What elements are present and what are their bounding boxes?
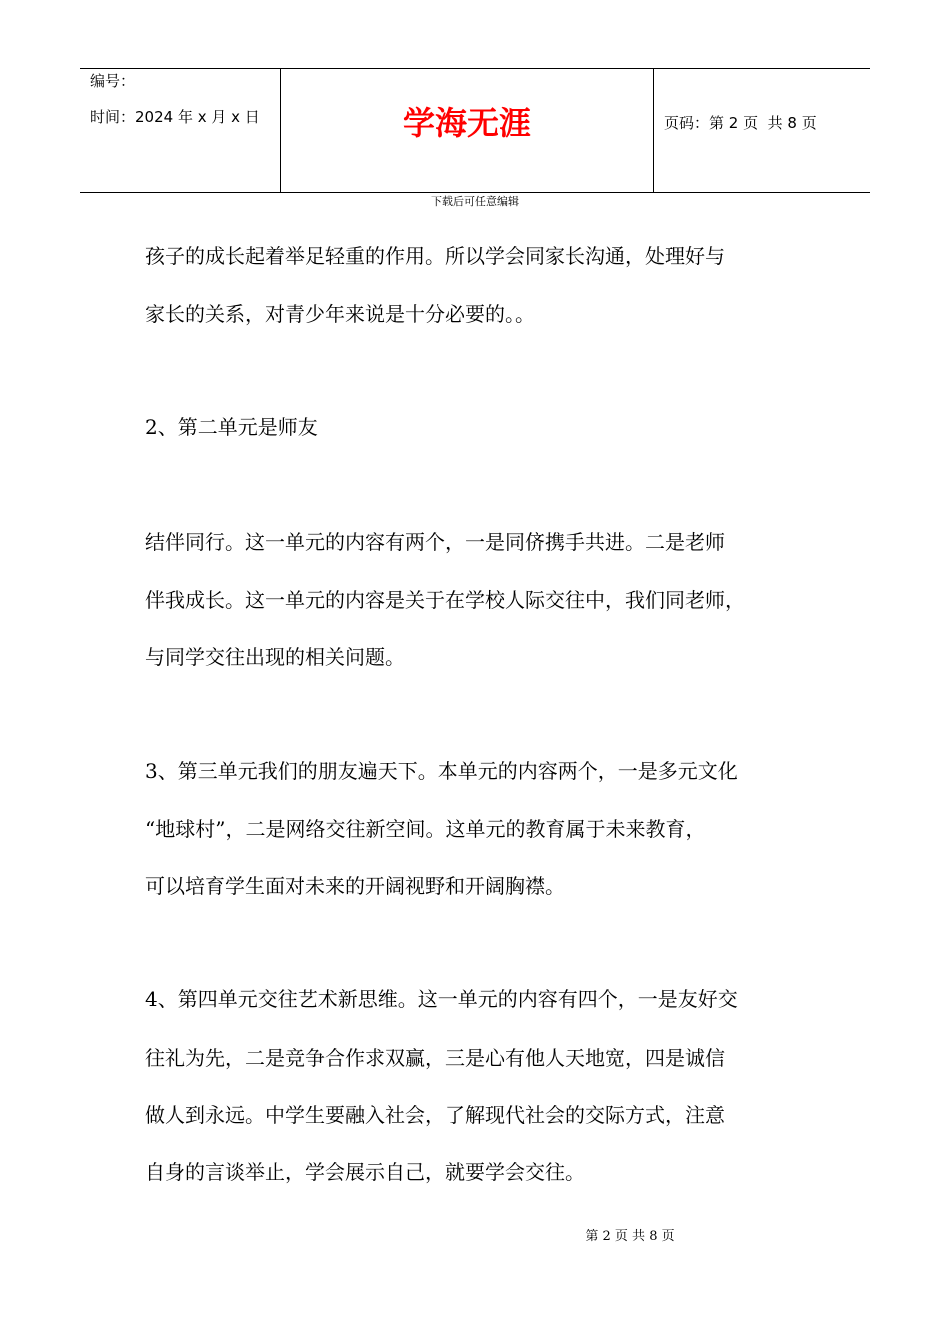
section-heading: 2、第二单元是师友 bbox=[145, 415, 318, 439]
header-center-cell bbox=[280, 69, 654, 192]
serial-number-label: 编号： bbox=[90, 72, 136, 90]
brand-title: 学海无涯 bbox=[402, 104, 531, 142]
body-line: 自身的言谈举止，学会展示自己，就要学会交往。 bbox=[145, 1160, 585, 1184]
document-header bbox=[80, 68, 870, 193]
body-line: 孩子的成长起着举足轻重的作用。所以学会同家长沟通，处理好与 bbox=[145, 244, 725, 268]
page-footer: 第 2 页 共 8 页 bbox=[585, 1229, 675, 1244]
body-line: 伴我成长。这一单元的内容是关于在学校人际交往中，我们同老师， bbox=[145, 588, 745, 612]
body-line: 可以培育学生面对未来的开阔视野和开阔胸襟。 bbox=[145, 874, 565, 898]
body-line: 家长的关系，对青少年来说是十分必要的。。 bbox=[145, 302, 535, 326]
body-line: 与同学交往出现的相关问题。 bbox=[145, 645, 405, 669]
body-line: 4、第四单元交往艺术新思维。这一单元的内容有四个，一是友好交 bbox=[145, 987, 738, 1011]
download-note: 下载后可任意编辑 bbox=[431, 195, 519, 208]
date-label: 时间：2024 年 x 月 x 日 bbox=[90, 108, 260, 126]
body-line: 结伴同行。这一单元的内容有两个，一是同侪携手共进。二是老师 bbox=[145, 530, 725, 554]
header-right-cell bbox=[654, 69, 870, 192]
header-left-cell bbox=[80, 69, 280, 192]
page-info: 页码：第 2 页 共 8 页 bbox=[664, 114, 817, 132]
body-line: 往礼为先，二是竞争合作求双赢，三是心有他人天地宽，四是诚信 bbox=[145, 1046, 725, 1070]
body-line: “地球村”，二是网络交往新空间。这单元的教育属于未来教育， bbox=[145, 817, 706, 841]
body-line: 做人到永远。中学生要融入社会，了解现代社会的交际方式，注意 bbox=[145, 1103, 725, 1127]
body-line: 3、第三单元我们的朋友遍天下。本单元的内容两个，一是多元文化 bbox=[145, 759, 738, 783]
